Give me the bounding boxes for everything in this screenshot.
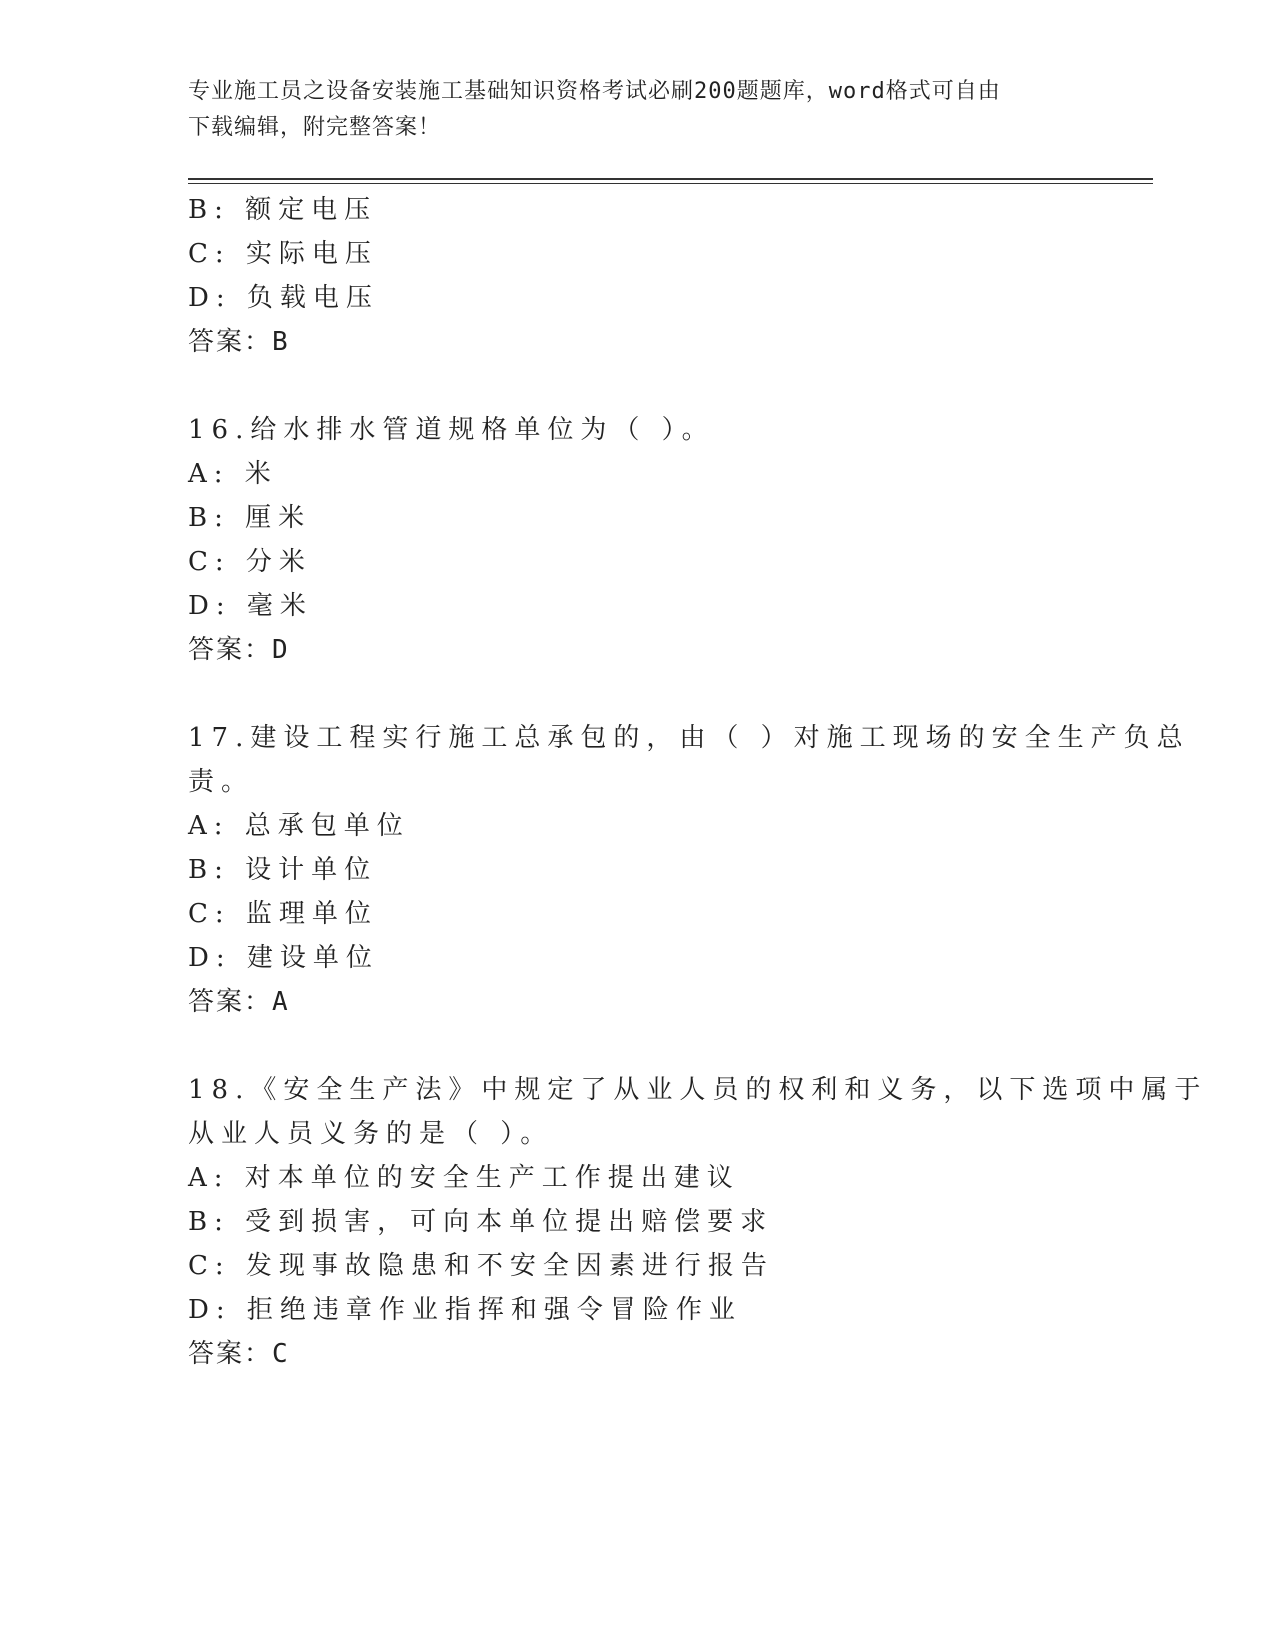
header-divider-thin xyxy=(188,183,1153,184)
q15-answer xyxy=(188,324,288,360)
q17-question-line-1: 17.建设工程实行施工总承包的，由（ ）对施工现场的安全生产负总 xyxy=(188,723,1190,753)
q16-answer xyxy=(188,632,288,668)
answer-value: D xyxy=(272,635,288,665)
answer-label: 答案： xyxy=(188,635,273,665)
q16-option-a: A: 米 xyxy=(188,459,278,489)
q17-option-d: D: 建设单位 xyxy=(188,943,379,973)
q17-question-line-2: 责。 xyxy=(188,767,255,797)
q17-option-a: A: 总承包单位 xyxy=(188,811,410,841)
document-header xyxy=(188,74,1088,146)
q17-answer xyxy=(188,984,288,1020)
q16-option-d: D: 毫米 xyxy=(188,591,313,621)
q17-option-c: C: 监理单位 xyxy=(188,899,378,929)
q17-option-b: B: 设计单位 xyxy=(188,855,378,885)
q18-option-c: C: 发现事故隐患和不安全因素进行报告 xyxy=(188,1251,774,1281)
q16-question: 16.给水排水管道规格单位为（ ）。 xyxy=(188,415,715,445)
answer-value: A xyxy=(272,987,288,1017)
q18-option-a: A: 对本单位的安全生产工作提出建议 xyxy=(188,1163,740,1193)
header-line-1: 专业施工员之设备安装施工基础知识资格考试必刷200题题库，word格式可自由 xyxy=(188,79,1001,104)
q16-option-c: C: 分米 xyxy=(188,547,312,577)
answer-value: B xyxy=(272,327,288,357)
q15-option-d: D: 负载电压 xyxy=(188,283,379,313)
answer-value: C xyxy=(272,1339,288,1369)
q16-option-b: B: 厘米 xyxy=(188,503,312,533)
q18-answer xyxy=(188,1336,288,1372)
answer-label: 答案： xyxy=(188,987,273,1017)
q15-option-c: C: 实际电压 xyxy=(188,239,378,269)
q18-option-d: D: 拒绝违章作业指挥和强令冒险作业 xyxy=(188,1295,742,1325)
q18-question-line-1: 18.《安全生产法》中规定了从业人员的权利和义务，以下选项中属于 xyxy=(188,1075,1208,1105)
header-line-2: 下载编辑，附完整答案！ xyxy=(188,115,442,140)
q18-question-line-2: 从业人员义务的是（ ）。 xyxy=(188,1119,554,1149)
answer-label: 答案： xyxy=(188,1339,273,1369)
answer-label: 答案： xyxy=(188,327,273,357)
header-divider-thick xyxy=(188,178,1153,180)
q18-option-b: B: 受到损害，可向本单位提出赔偿要求 xyxy=(188,1207,774,1237)
q15-option-b: B: 额定电压 xyxy=(188,195,378,225)
